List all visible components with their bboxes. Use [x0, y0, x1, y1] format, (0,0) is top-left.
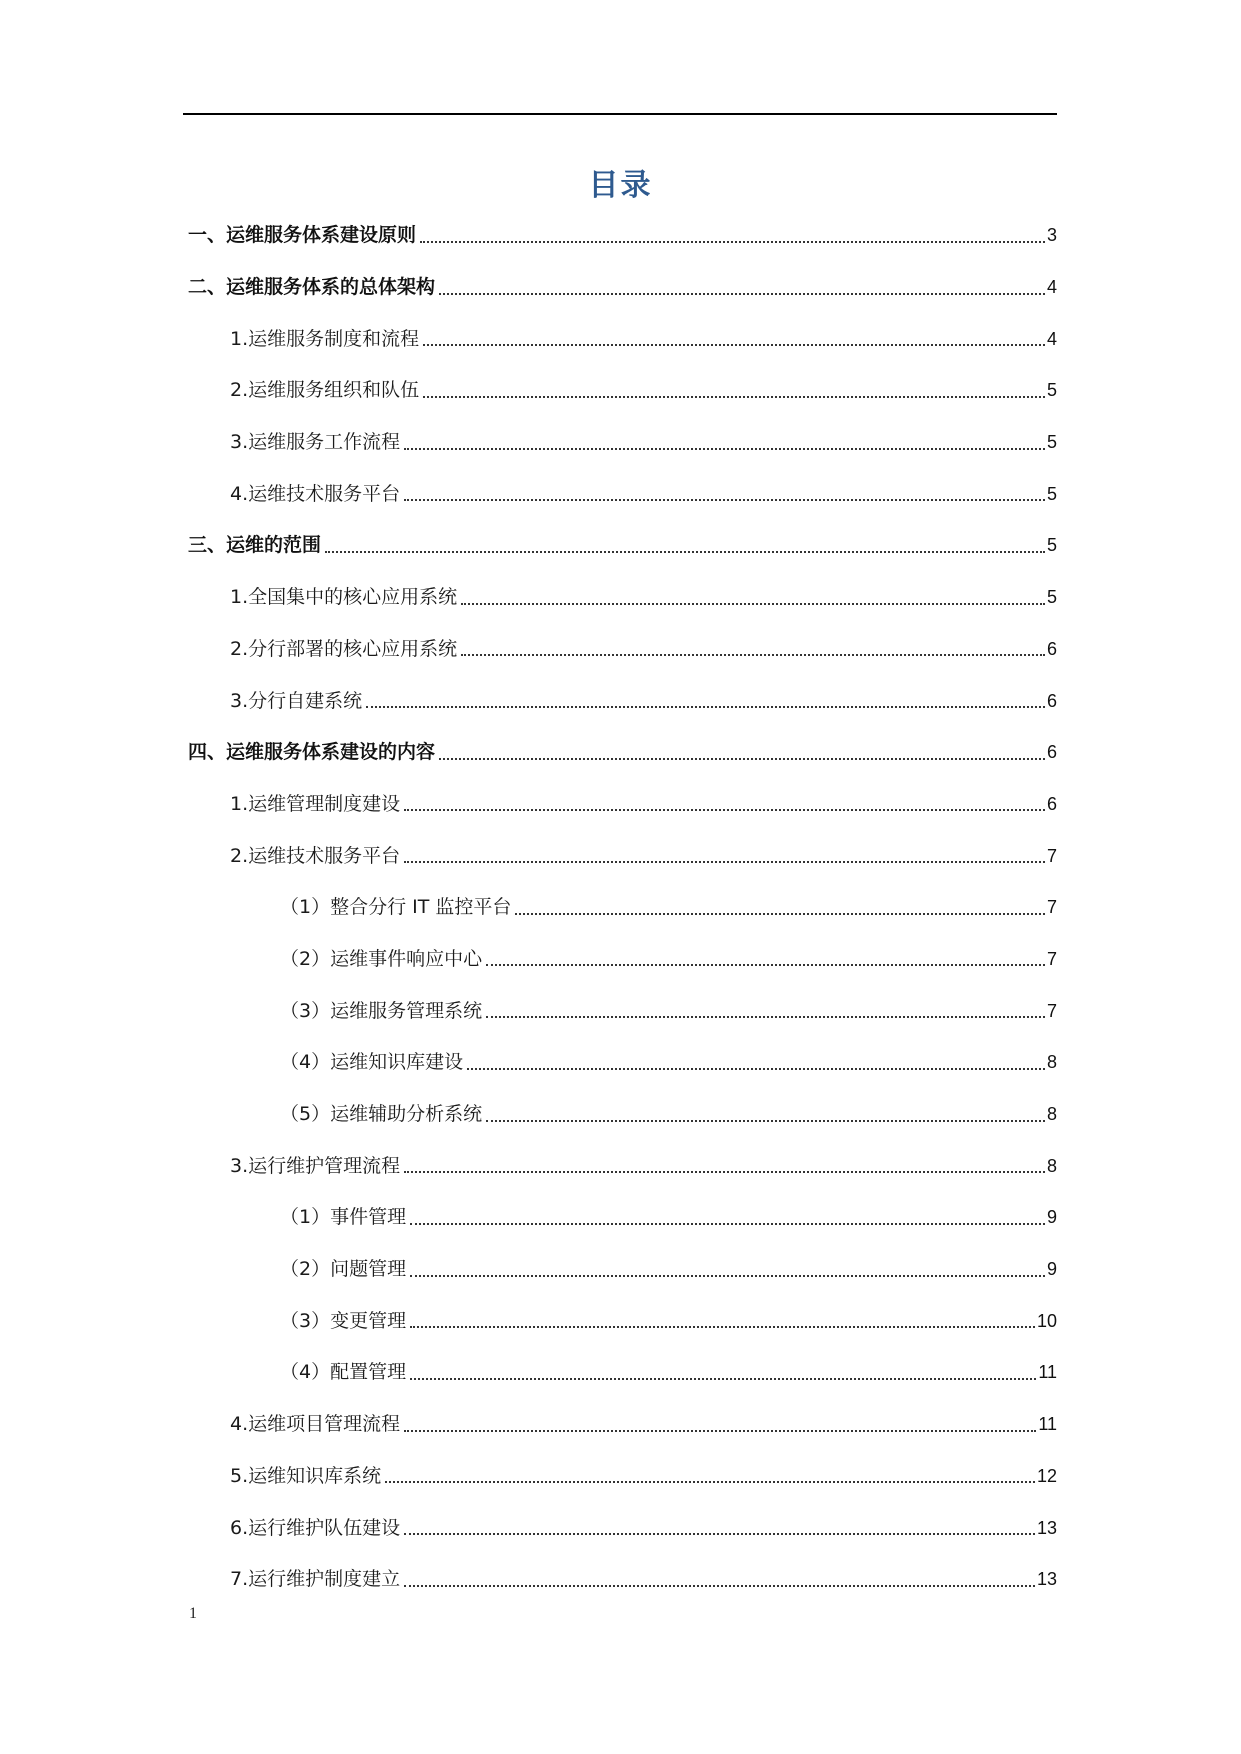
toc-entry-page-number: 8	[1046, 1052, 1057, 1073]
dot-leader	[404, 1430, 1036, 1432]
toc-entry[interactable]	[0, 934, 1241, 986]
toc-entry-page-number: 6	[1046, 690, 1057, 711]
dot-leader	[404, 1533, 1035, 1535]
toc-entry-title: （3）运维服务管理系统	[280, 999, 483, 1022]
toc-entry-page-number: 5	[1046, 587, 1057, 608]
toc-entry[interactable]	[0, 520, 1241, 572]
toc-entry-title: 3.分行自建系统	[230, 689, 363, 712]
toc-entry[interactable]	[0, 882, 1241, 934]
toc-entry-page-number: 9	[1046, 1259, 1057, 1280]
dot-leader	[404, 1171, 1045, 1173]
toc-entry-title: （2）运维事件响应中心	[280, 947, 483, 970]
dot-leader	[461, 654, 1045, 656]
toc-entry-title: 一、运维服务体系建设原则	[188, 224, 417, 247]
dot-leader	[404, 1585, 1035, 1587]
toc-entry-title: （3）变更管理	[280, 1309, 407, 1332]
dot-leader	[486, 1016, 1045, 1018]
dot-leader	[467, 1068, 1045, 1070]
toc-entry[interactable]	[0, 1502, 1241, 1554]
toc-entry[interactable]	[0, 313, 1241, 365]
toc-entry[interactable]	[0, 1451, 1241, 1503]
dot-leader	[325, 551, 1045, 553]
dot-leader	[404, 861, 1045, 863]
dot-leader	[410, 1326, 1035, 1328]
toc-entry[interactable]	[0, 1399, 1241, 1451]
dot-leader	[486, 964, 1045, 966]
dot-leader	[410, 1378, 1036, 1380]
toc-entry[interactable]	[0, 727, 1241, 779]
toc-entry-page-number: 13	[1036, 1569, 1057, 1590]
toc-entry-page-number: 8	[1046, 1155, 1057, 1176]
toc-entry-title: （1）事件管理	[280, 1206, 407, 1229]
toc-entry-title: 6.运行维护队伍建设	[230, 1516, 401, 1539]
toc-entry-title: 2.分行部署的核心应用系统	[230, 637, 458, 660]
toc-entry-page-number: 11	[1038, 1362, 1057, 1383]
toc-entry[interactable]	[0, 210, 1241, 262]
toc-entry[interactable]	[0, 1192, 1241, 1244]
toc-entry[interactable]	[0, 1347, 1241, 1399]
toc-entry-page-number: 5	[1046, 432, 1057, 453]
toc-entry-page-number: 6	[1046, 638, 1057, 659]
toc-entry-title: 5.运维知识库系统	[230, 1464, 382, 1487]
dot-leader	[420, 241, 1045, 243]
toc-entry[interactable]	[0, 1089, 1241, 1141]
toc-entry-title: 四、运维服务体系建设的内容	[188, 741, 436, 764]
toc-entry[interactable]	[0, 365, 1241, 417]
toc-entry-page-number: 5	[1046, 380, 1057, 401]
toc-entry-title: （1）整合分行 IT 监控平台	[280, 896, 512, 919]
toc-entry-title: 3.运维服务工作流程	[230, 431, 401, 454]
toc-entry-page-number: 5	[1046, 483, 1057, 504]
toc-entry-title: 7.运行维护制度建立	[230, 1568, 401, 1591]
toc-entry-title: （5）运维辅助分析系统	[280, 1103, 483, 1126]
dot-leader	[404, 499, 1045, 501]
toc-entry-page-number: 7	[1046, 845, 1057, 866]
toc-entry-page-number: 5	[1046, 535, 1057, 556]
page-title: 目录	[588, 168, 653, 203]
dot-leader	[439, 293, 1045, 295]
toc-entry-title: 4.运维技术服务平台	[230, 482, 401, 505]
toc-entry-page-number: 8	[1046, 1104, 1057, 1125]
dot-leader	[366, 706, 1045, 708]
toc-entry[interactable]	[0, 417, 1241, 469]
toc-entry[interactable]	[0, 830, 1241, 882]
dot-leader	[461, 603, 1045, 605]
dot-leader	[404, 448, 1045, 450]
toc-entry-title: （4）运维知识库建设	[280, 1051, 464, 1074]
toc-entry-page-number: 11	[1038, 1414, 1057, 1435]
toc-entry-page-number: 6	[1046, 793, 1057, 814]
toc-entry-title: 1.全国集中的核心应用系统	[230, 586, 458, 609]
footer-page-number: 1	[189, 1605, 197, 1622]
toc-entry[interactable]	[0, 1037, 1241, 1089]
toc-entry-page-number: 13	[1036, 1517, 1057, 1538]
toc-entry[interactable]	[0, 779, 1241, 831]
table-of-contents	[0, 210, 1241, 1606]
toc-entry[interactable]	[0, 1140, 1241, 1192]
dot-leader	[423, 396, 1045, 398]
toc-entry-page-number: 4	[1046, 328, 1057, 349]
dot-leader	[515, 913, 1045, 915]
toc-entry[interactable]	[0, 468, 1241, 520]
toc-entry-title: （2）问题管理	[280, 1258, 407, 1281]
toc-entry-title: 2.运维技术服务平台	[230, 844, 401, 867]
toc-entry-page-number: 3	[1046, 225, 1057, 246]
toc-entry-page-number: 7	[1046, 1000, 1057, 1021]
dot-leader	[439, 758, 1045, 760]
toc-entry-title: （4）配置管理	[280, 1361, 407, 1384]
toc-entry[interactable]	[0, 262, 1241, 314]
toc-entry-page-number: 12	[1036, 1465, 1057, 1486]
toc-entry[interactable]	[0, 675, 1241, 727]
toc-entry-page-number: 7	[1046, 897, 1057, 918]
toc-entry-page-number: 6	[1046, 742, 1057, 763]
dot-leader	[410, 1275, 1045, 1277]
toc-entry-title: 1.运维服务制度和流程	[230, 327, 420, 350]
dot-leader	[423, 344, 1045, 346]
toc-entry-title: 2.运维服务组织和队伍	[230, 379, 420, 402]
toc-entry[interactable]	[0, 572, 1241, 624]
dot-leader	[404, 809, 1045, 811]
toc-entry-page-number: 10	[1036, 1310, 1057, 1331]
toc-entry-title: 三、运维的范围	[188, 534, 322, 557]
dot-leader	[410, 1223, 1045, 1225]
toc-entry-page-number: 7	[1046, 948, 1057, 969]
toc-entry-title: 1.运维管理制度建设	[230, 792, 401, 815]
header-rule	[183, 113, 1057, 115]
toc-entry-title: 3.运行维护管理流程	[230, 1154, 401, 1177]
toc-entry[interactable]	[0, 1295, 1241, 1347]
toc-entry-title: 二、运维服务体系的总体架构	[188, 276, 436, 299]
dot-leader	[486, 1120, 1045, 1122]
dot-leader	[385, 1481, 1035, 1483]
toc-entry[interactable]	[0, 1554, 1241, 1606]
toc-entry[interactable]	[0, 985, 1241, 1037]
toc-entry-page-number: 9	[1046, 1207, 1057, 1228]
toc-entry-title: 4.运维项目管理流程	[230, 1413, 401, 1436]
toc-entry[interactable]	[0, 624, 1241, 676]
toc-entry[interactable]	[0, 1244, 1241, 1296]
toc-entry-page-number: 4	[1046, 277, 1057, 298]
